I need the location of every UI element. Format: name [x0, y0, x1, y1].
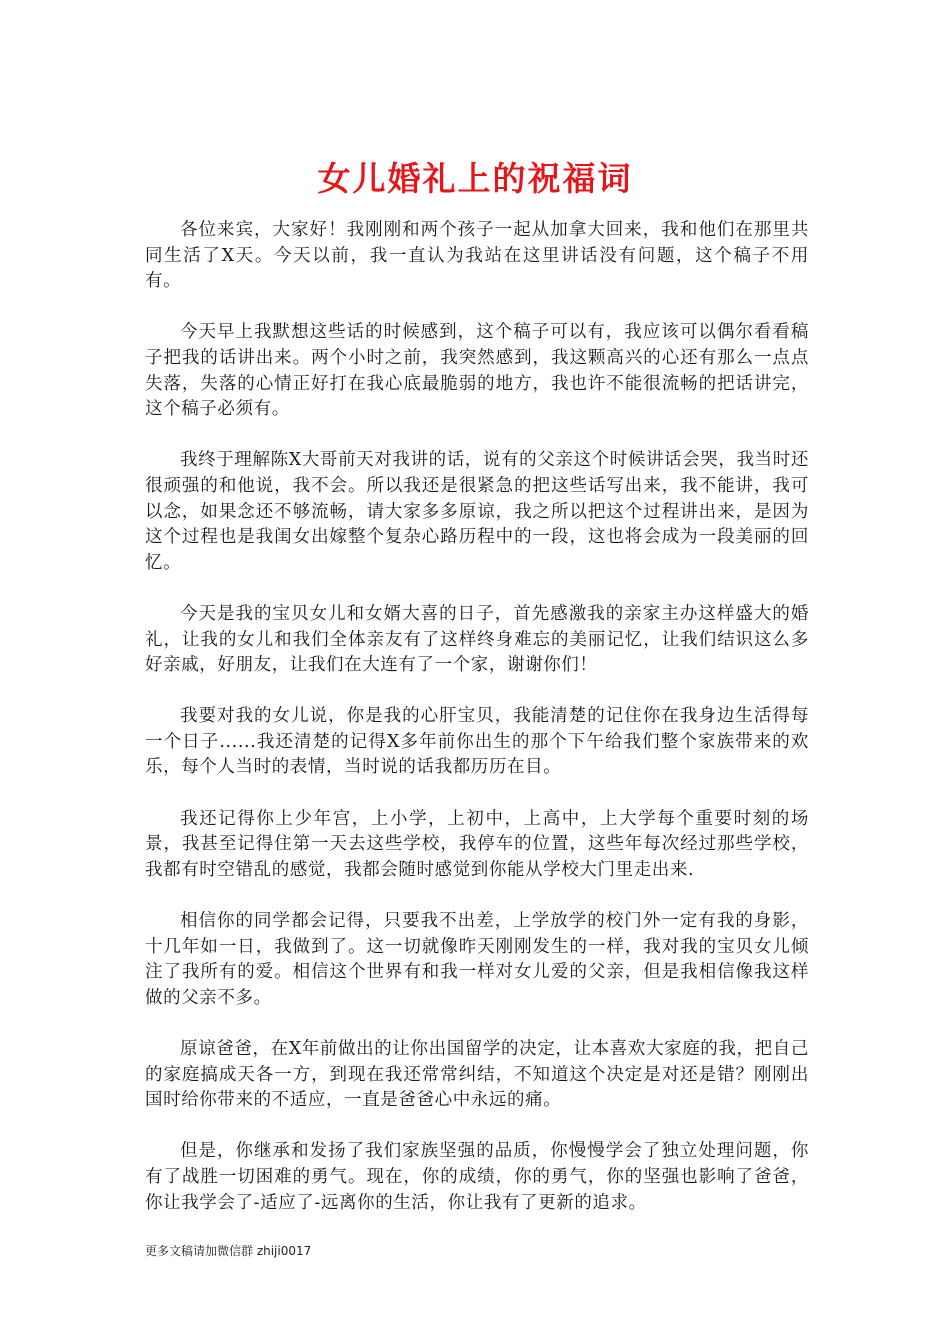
- paragraph-3: 我终于理解陈X大哥前天对我讲的话，说有的父亲这个时候讲话会哭，我当时还很顽强的和他说，我不会。所以我还是很紧急的把这些话写出来，我不能讲，我可以念，如果念还不够流畅，请大家多多原谅，我之所以把这个过程讲出来，是因为这个过程也是我闺女出嫁整个复杂心路历程中的一段，这也将会成为一段美丽的回忆。: [145, 450, 809, 573]
- document-title: 女儿婚礼上的祝福词: [317, 159, 633, 198]
- paragraph-9: 但是，你继承和发扬了我们家族坚强的品质，你慢慢学会了独立处理问题，你有了战胜一切困难的勇气。现在，你的成绩，你的勇气，你的坚强也影响了爸爸，你让我学会了-适应了-远离你的生活，你让我有了更新的追求。: [145, 1141, 809, 1213]
- paragraph-8: 原谅爸爸，在X年前做出的让你出国留学的决定，让本喜欢大家庭的我，把自己的家庭搞成天各一方，到现在我还常常纠结，不知道这个决定是对还是错？刚刚出国时给你带来的不适应，一直是爸爸心中永远的痛。: [145, 1039, 809, 1111]
- paragraph-2: 今天早上我默想这些话的时候感到，这个稿子可以有，我应该可以偶尔看看稿子把我的话讲出来。两个小时之前，我突然感到，我这颗高兴的心还有那么一点点失落，失落的心情正好打在我心底最脆弱的地方，我也许不能很流畅的把话讲完，这个稿子必须有。: [145, 322, 809, 420]
- paragraph-6: 我还记得你上少年宫，上小学，上初中，上高中，上大学每个重要时刻的场景，我甚至记得住第一天去这些学校，我停车的位置，这些年每次经过那些学校，我都有时空错乱的感觉，我都会随时感觉到你能从学校大门里走出来.: [145, 808, 809, 880]
- footer-note: 更多文稿请加微信群 zhiji0017: [145, 1244, 312, 1258]
- document-body: [145, 218, 809, 1242]
- paragraph-5: 我要对我的女儿说，你是我的心肝宝贝，我能清楚的记住你在我身边生活得每一个日子......我还清楚的记得X多年前你出生的那个下午给我们整个家族带来的欢乐，每个人当时的表情，当时说的话我都历历在目。: [145, 706, 809, 778]
- paragraph-1: 各位来宾，大家好！我刚刚和两个孩子一起从加拿大回来，我和他们在那里共同生活了X天。今天以前，我一直认为我站在这里讲话没有问题，这个稿子不用有。: [145, 220, 809, 292]
- paragraph-4: 今天是我的宝贝女儿和女婿大喜的日子，首先感激我的亲家主办这样盛大的婚礼，让我的女儿和我们全体亲友有了这样终身难忘的美丽记忆，让我们结识这么多好亲戚，好朋友，让我们在大连有了一个家，谢谢你们！: [145, 603, 809, 676]
- paragraph-7: 相信你的同学都会记得，只要我不出差，上学放学的校门外一定有我的身影，十几年如一日，我做到了。这一切就像昨天刚刚发生的一样，我对我的宝贝女儿倾注了我所有的爱。相信这个世界有和我一样对女儿爱的父亲，但是我相信像我这样做的父亲不多。: [145, 911, 809, 1008]
